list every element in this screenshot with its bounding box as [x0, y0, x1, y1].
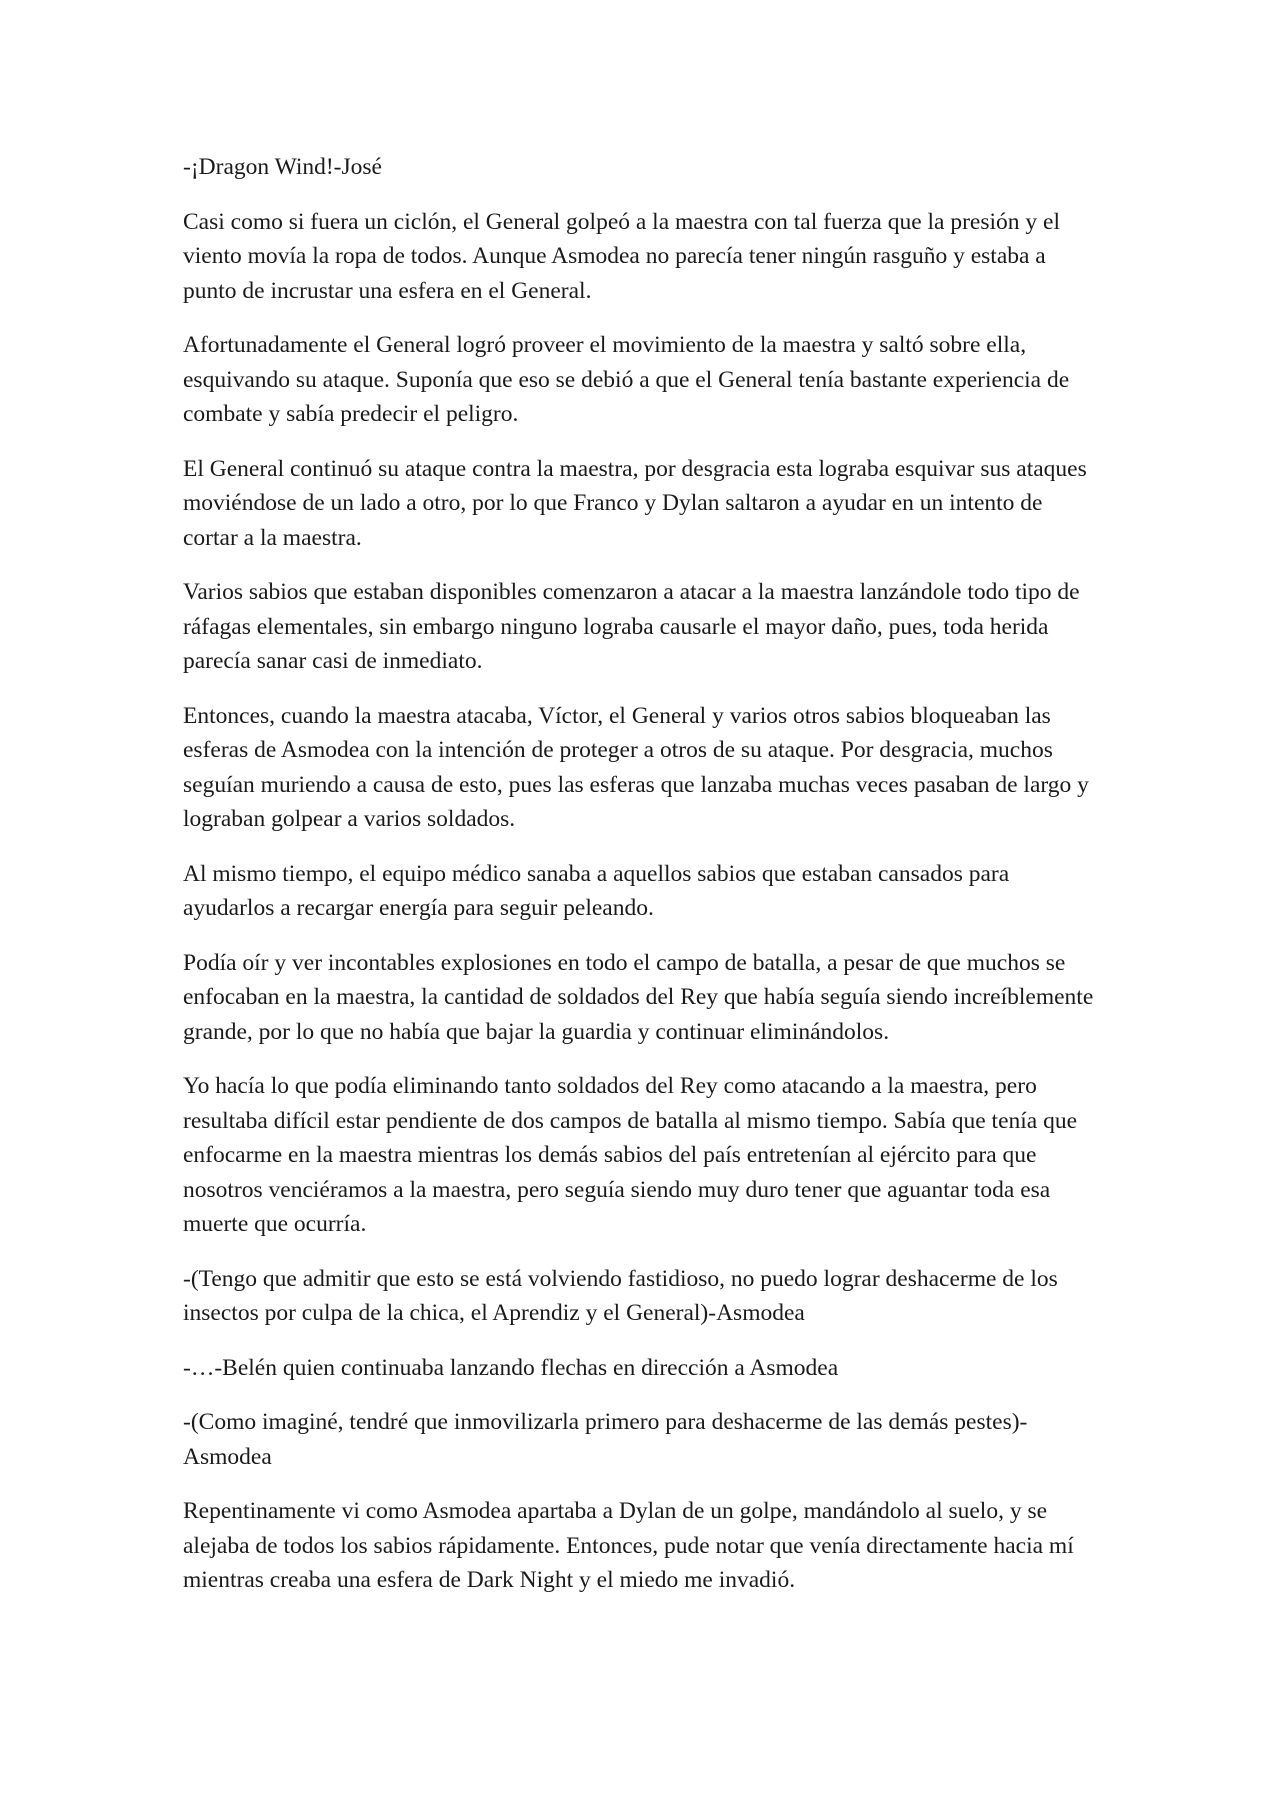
paragraph: Varios sabios que estaban disponibles comenzaron a atacar a la maestra lanzándole todo tipo de ráfagas elementales, sin embargo ninguno lograba causarle el mayor daño, pues, toda herida parecía sanar casi de inmediato.	[183, 579, 1080, 674]
paragraph: Entonces, cuando la maestra atacaba, Víctor, el General y varios otros sabios bloqueaban las esferas de Asmodea con la intención de proteger a otros de su ataque. Por desgracia, muchos seguían muriendo a causa de esto, pues las esferas que lanzaba muchas veces pasaban de largo y lograban golpear a varios soldados.	[183, 702, 1089, 832]
paragraph: Casi como si fuera un ciclón, el General golpeó a la maestra con tal fuerza que la presión y el viento movía la ropa de todos. Aunque Asmodea no parecía tener ningún rasguño y estaba a punto de incrustar una esfera en el General.	[183, 208, 1060, 304]
paragraph: Podía oír y ver incontables explosiones en todo el campo de batalla, a pesar de que muchos se enfocaban en la maestra, la cantidad de soldados del Rey que había seguía siendo increíblemente grande, por lo que no había que bajar la guardia y continuar eliminándolos.	[183, 949, 1094, 1045]
paragraph: Repentinamente vi como Asmodea apartaba a Dylan de un golpe, mandándolo al suelo, y se alejaba de todos los sabios rápidamente. Entonces, pude notar que venía directamente hacia mí mientras creaba una esfera de Dark Night y el miedo me invadió.	[183, 1498, 1074, 1593]
paragraph: Al mismo tiempo, el equipo médico sanaba a aquellos sabios que estaban cansados para ayudarlos a recargar energía para seguir peleando.	[183, 860, 1010, 921]
dialogue-line: -(Tengo que admitir que esto se está volviendo fastidioso, no puedo lograr deshacerme de los insectos por culpa de la chica, el Aprendiz y el General)-Asmodea	[183, 1265, 1058, 1326]
dialogue-line: -¡Dragon Wind!-José	[183, 154, 382, 180]
document-body	[183, 150, 1103, 1618]
paragraph: Afortunadamente el General logró proveer el movimiento de la maestra y saltó sobre ella, esquivando su ataque. Suponía que eso se debió a que el General tenía bastante experiencia de combate y sabía predecir el peligro.	[183, 332, 1070, 427]
dialogue-line: -…-Belén quien continuaba lanzando flechas en dirección a Asmodea	[183, 1354, 839, 1381]
dialogue-line: -(Como imaginé, tendré que inmovilizarla primero para deshacerme de las demás pestes)-Asmodea	[183, 1409, 1028, 1470]
paragraph: El General continuó su ataque contra la maestra, por desgracia esta lograba esquivar sus ataques moviéndose de un lado a otro, por lo que Franco y Dylan saltaron a ayudar en un intento de cortar a la maestra.	[183, 455, 1087, 551]
paragraph: Yo hacía lo que podía eliminando tanto soldados del Rey como atacando a la maestra, pero resultaba difícil estar pendiente de dos campos de batalla al mismo tiempo. Sabía que tenía que enfocarme en la maestra mientras los demás sabios del país entretenían al ejército para que nosotros venciéramos a la maestra, pero seguía siendo muy duro tener que aguantar toda esa muerte que ocurría.	[183, 1073, 1078, 1237]
